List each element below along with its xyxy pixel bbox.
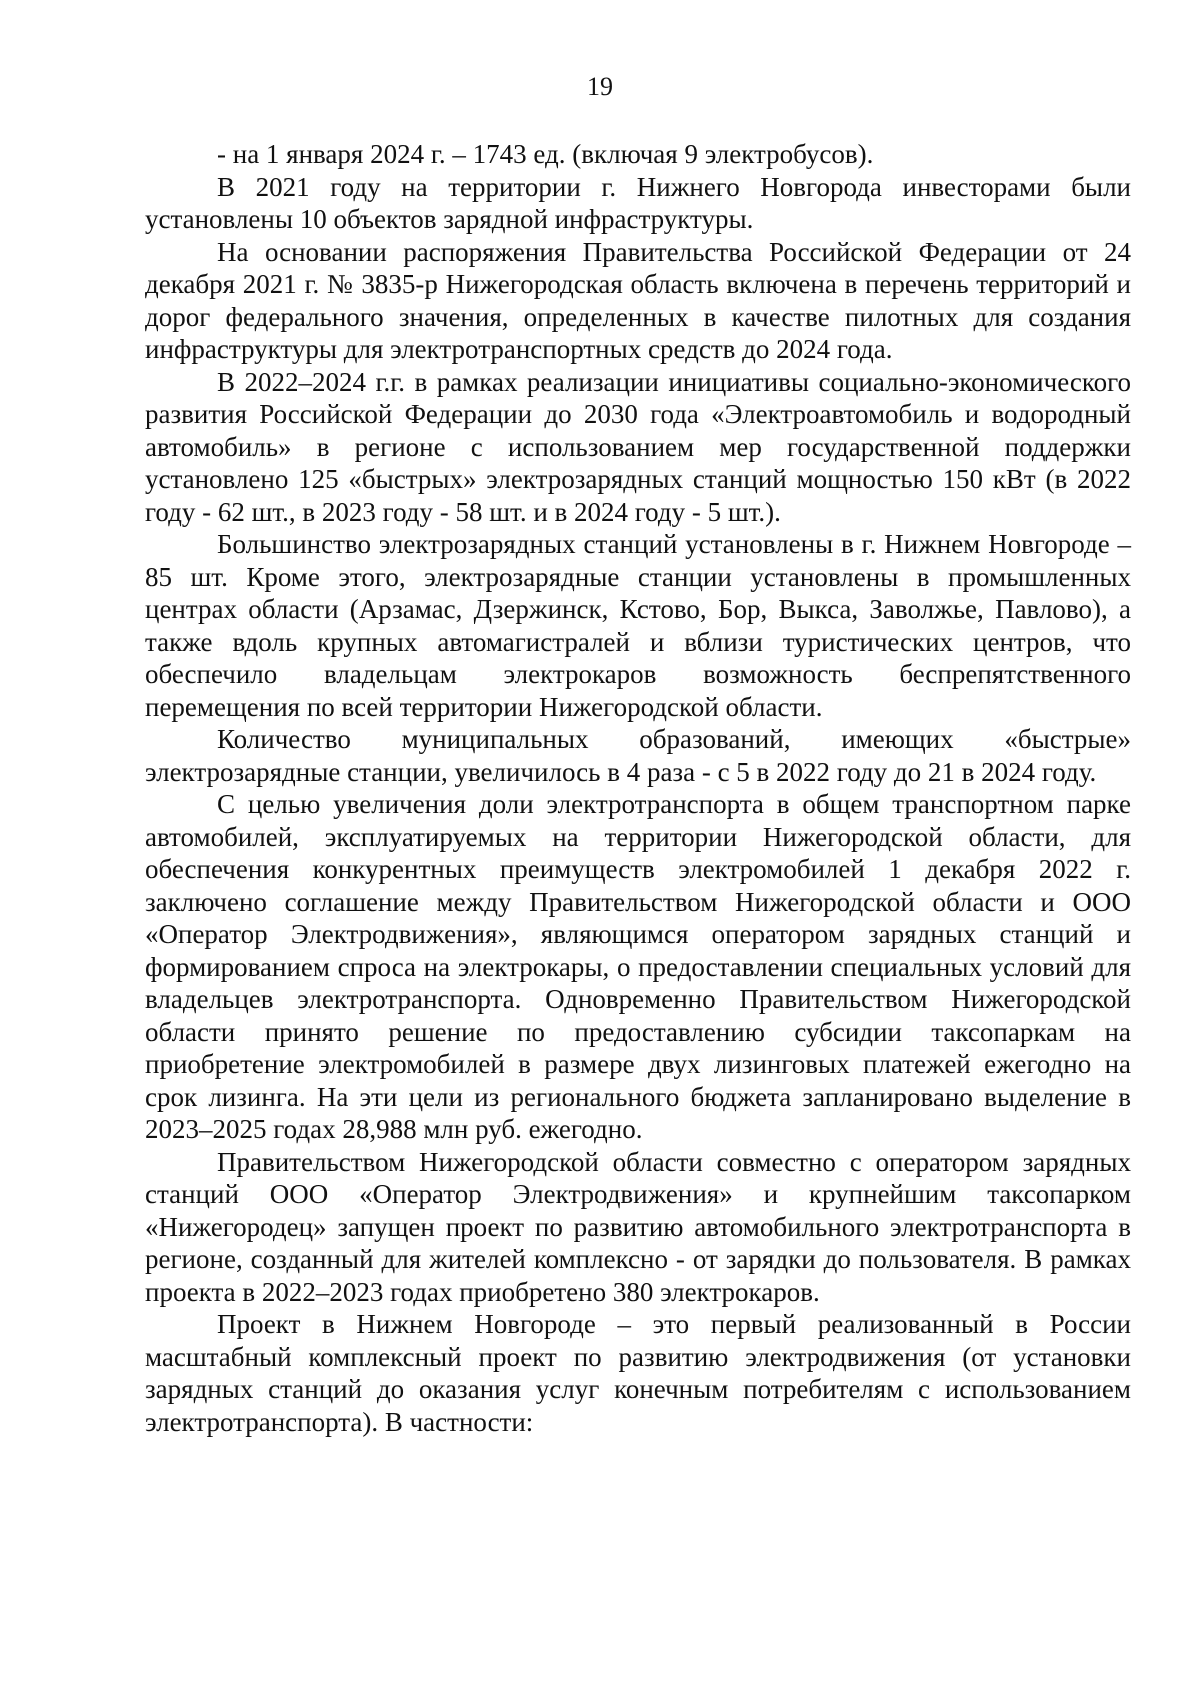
paragraph-nizhegorodets-project: Правительством Нижегородской области совместно с оператором зарядных станций ООО «Оператор Электродвижения» и крупнейшим таксопарком «Нижегородец» запущен проект по развитию автомобильного электротранспорта в регионе, созданный для жителей комплексно - от зарядки до пользователя. В рамках проекта в 2022–2023 годах приобретено 380 электрокаров. <box>145 1146 1131 1307</box>
paragraph-operator-agreement: С целью увеличения доли электротранспорта в общем транспортном парке автомобилей, эксплуатируемых на территории Нижегородской области, для обеспечения конкурентных преимуществ электромобилей 1 декабря 2022 г. заключено соглашение между Правительством Нижегородской области и ООО «Оператор Электродвижения», являющимся оператором зарядных станций и формированием спроса на электрокары, о предоставлении специальных условий для владельцев электротранспорта. Одновременно Правительством Нижегородской области принято решение по предоставлению субсидии таксопаркам на приобретение электромобилей в размере двух лизинговых платежей ежегодно на срок лизинга. На эти цели из регионального бюджета запланировано выделение в 2023–2025 годах 28,988 млн руб. ежегодно. <box>145 789 1131 1144</box>
paragraph-municipalities-growth: Количество муниципальных образований, имеющих «быстрые» электрозарядные станции, увеличилось в 4 раза - с 5 в 2022 году до 21 в 2024 году. <box>145 724 1131 787</box>
paragraph-investor-chargers-2021: В 2021 году на территории г. Нижнего Новгорода инвесторами были установлены 10 объектов зарядной инфраструктуры. <box>145 171 1131 234</box>
paragraph-fast-charging-stations: В 2022–2024 г.г. в рамках реализации инициативы социально-экономического развития Российской Федерации до 2030 года «Электроавтомобиль и водородный автомобиль» в регионе с использованием мер государственной поддержки установлено 125 «быстрых» электрозарядных станций мощностью 150 кВт (в 2022 году - 62 шт., в 2023 году - 58 шт. и в 2024 году - 5 шт.). <box>145 366 1131 527</box>
paragraph-government-order: На основании распоряжения Правительства Российской Федерации от 24 декабря 2021 г. № 3835-р Нижегородская область включена в перечень территорий и дорог федерального значения, определенных в качестве пилотных для создания инфраструктуры для электротранспортных средств до 2024 года. <box>145 236 1131 364</box>
paragraph-first-project-russia: Проект в Нижнем Новгороде – это первый реализованный в России масштабный комплексный проект по развитию электродвижения (от установки зарядных станций до оказания услуг конечным потребителям с использованием электротранспорта). В частности: <box>145 1309 1131 1437</box>
page-number: 19 <box>587 72 613 101</box>
document-body <box>145 138 1131 1438</box>
paragraph-station-locations: Большинство электрозарядных станций установлены в г. Нижнем Новгороде – 85 шт. Кроме этого, электрозарядные станции установлены в промышленных центрах области (Арзамас, Дзержинск, Кстово, Бор, Выкса, Заволжье, Павлово), а также вдоль крупных автомагистралей и вблизи туристических центров, что обеспечило владельцам электрокаров возможность беспрепятственного перемещения по всей территории Нижегородской области. <box>145 529 1131 722</box>
paragraph-vehicle-count: - на 1 января 2024 г. – 1743 ед. (включая 9 электробусов). <box>217 139 874 169</box>
